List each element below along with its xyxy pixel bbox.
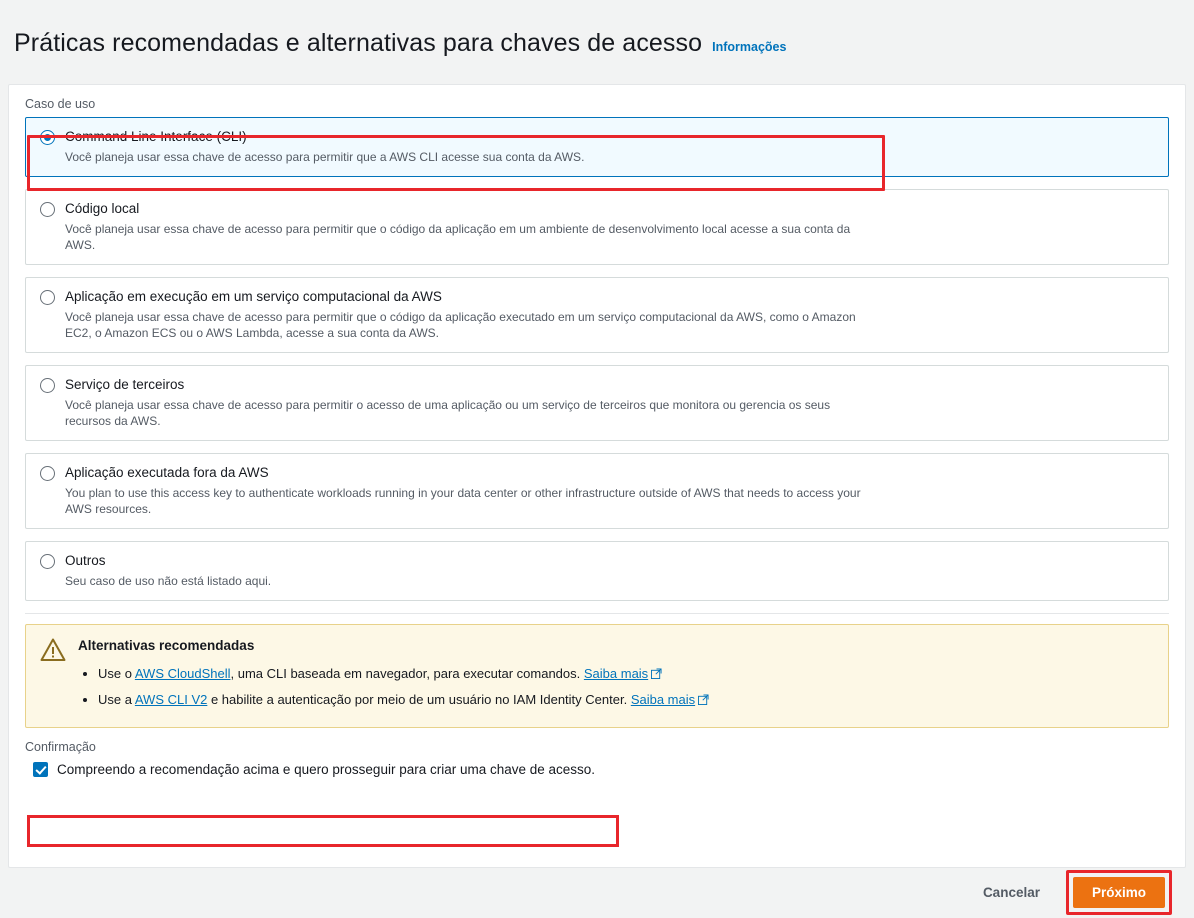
alt-middle: e habilite a autenticação por meio de um usuário no IAM Identity Center. [207, 692, 631, 707]
option-description: Você planeja usar essa chave de acesso para permitir o acesso de uma aplicação ou um serviço de terceiros que monitora ou gerencia os seus recursos da AWS. [65, 398, 831, 428]
divider [25, 613, 1169, 614]
annotation-box-confirmation [27, 815, 619, 847]
alt-middle: , uma CLI baseada em navegador, para executar comandos. [230, 666, 584, 681]
footer-actions [0, 866, 1194, 918]
radio-third-party[interactable] [40, 378, 55, 393]
use-case-options [25, 117, 1169, 601]
title-row [14, 10, 1180, 76]
option-description: You plan to use this access key to authenticate workloads running in your data center or other infrastructure outside of AWS that needs to access your AWS resources. [65, 486, 861, 516]
option-description: Você planeja usar essa chave de acesso para permitir que a AWS CLI acesse sua conta da AWS. [65, 150, 585, 164]
radio-local-code[interactable] [40, 202, 55, 217]
alert-title: Alternativas recomendadas [78, 638, 255, 653]
panel-inner [9, 85, 1185, 777]
option-description: Você planeja usar essa chave de acesso para permitir que o código da aplicação em um ambiente de desenvolvimento local acesse a sua conta da AWS. [65, 222, 851, 252]
radio-other[interactable] [40, 554, 55, 569]
learn-more-link[interactable]: Saiba mais [583, 666, 649, 681]
page-title: Práticas recomendadas e alternativas para chaves de acesso [14, 28, 703, 57]
recommended-alternatives-callout [25, 624, 1169, 728]
alternatives-list [78, 661, 1154, 713]
external-link-icon [698, 688, 709, 699]
radio-cli[interactable] [40, 130, 55, 145]
option-title: Aplicação executada fora da AWS [65, 465, 269, 480]
use-case-option-third-party[interactable] [25, 365, 1169, 441]
info-link[interactable]: Informações [712, 39, 787, 54]
use-case-label: Caso de uso [25, 97, 96, 111]
option-title: Código local [65, 201, 140, 216]
learn-more-link[interactable]: Saiba mais [630, 692, 696, 707]
use-case-option-outside-aws[interactable] [25, 453, 1169, 529]
option-description: Você planeja usar essa chave de acesso para permitir que o código da aplicação executado em um serviço computacional da AWS, como o Amazon EC2, o Amazon ECS ou o AWS Lambda, acesse a sua conta da AWS. [65, 310, 856, 340]
next-button[interactable]: Próximo [1073, 877, 1165, 908]
option-title: Command Line Interface (CLI) [65, 129, 247, 144]
confirmation-checkbox[interactable] [33, 762, 48, 777]
confirmation-row[interactable] [25, 762, 1169, 777]
option-title: Serviço de terceiros [65, 377, 185, 392]
list-item [98, 687, 1154, 713]
alert-body [78, 637, 1154, 713]
list-item [98, 661, 1154, 687]
aws-cli-v2-link[interactable]: AWS CLI V2 [134, 692, 208, 707]
radio-aws-compute[interactable] [40, 290, 55, 305]
option-title: Aplicação em execução em um serviço computacional da AWS [65, 289, 442, 304]
use-case-option-cli[interactable] [25, 117, 1169, 177]
confirmation-label: Confirmação [25, 740, 96, 754]
cancel-button[interactable]: Cancelar [975, 879, 1048, 906]
alt-prefix: Use o [98, 666, 135, 681]
use-case-panel [8, 84, 1186, 868]
option-title: Outros [65, 553, 106, 568]
aws-cloudshell-link[interactable]: AWS CloudShell [134, 666, 231, 681]
annotation-box-next-button [1066, 870, 1172, 915]
option-description: Seu caso de uso não está listado aqui. [65, 574, 272, 588]
use-case-option-local-code[interactable] [25, 189, 1169, 265]
confirmation-text: Compreendo a recomendação acima e quero prosseguir para criar uma chave de acesso. [57, 762, 596, 777]
external-link-icon [651, 662, 662, 673]
alt-prefix: Use a [98, 692, 135, 707]
use-case-option-aws-compute[interactable] [25, 277, 1169, 353]
use-case-option-other[interactable] [25, 541, 1169, 601]
warning-icon [40, 637, 66, 663]
radio-outside-aws[interactable] [40, 466, 55, 481]
